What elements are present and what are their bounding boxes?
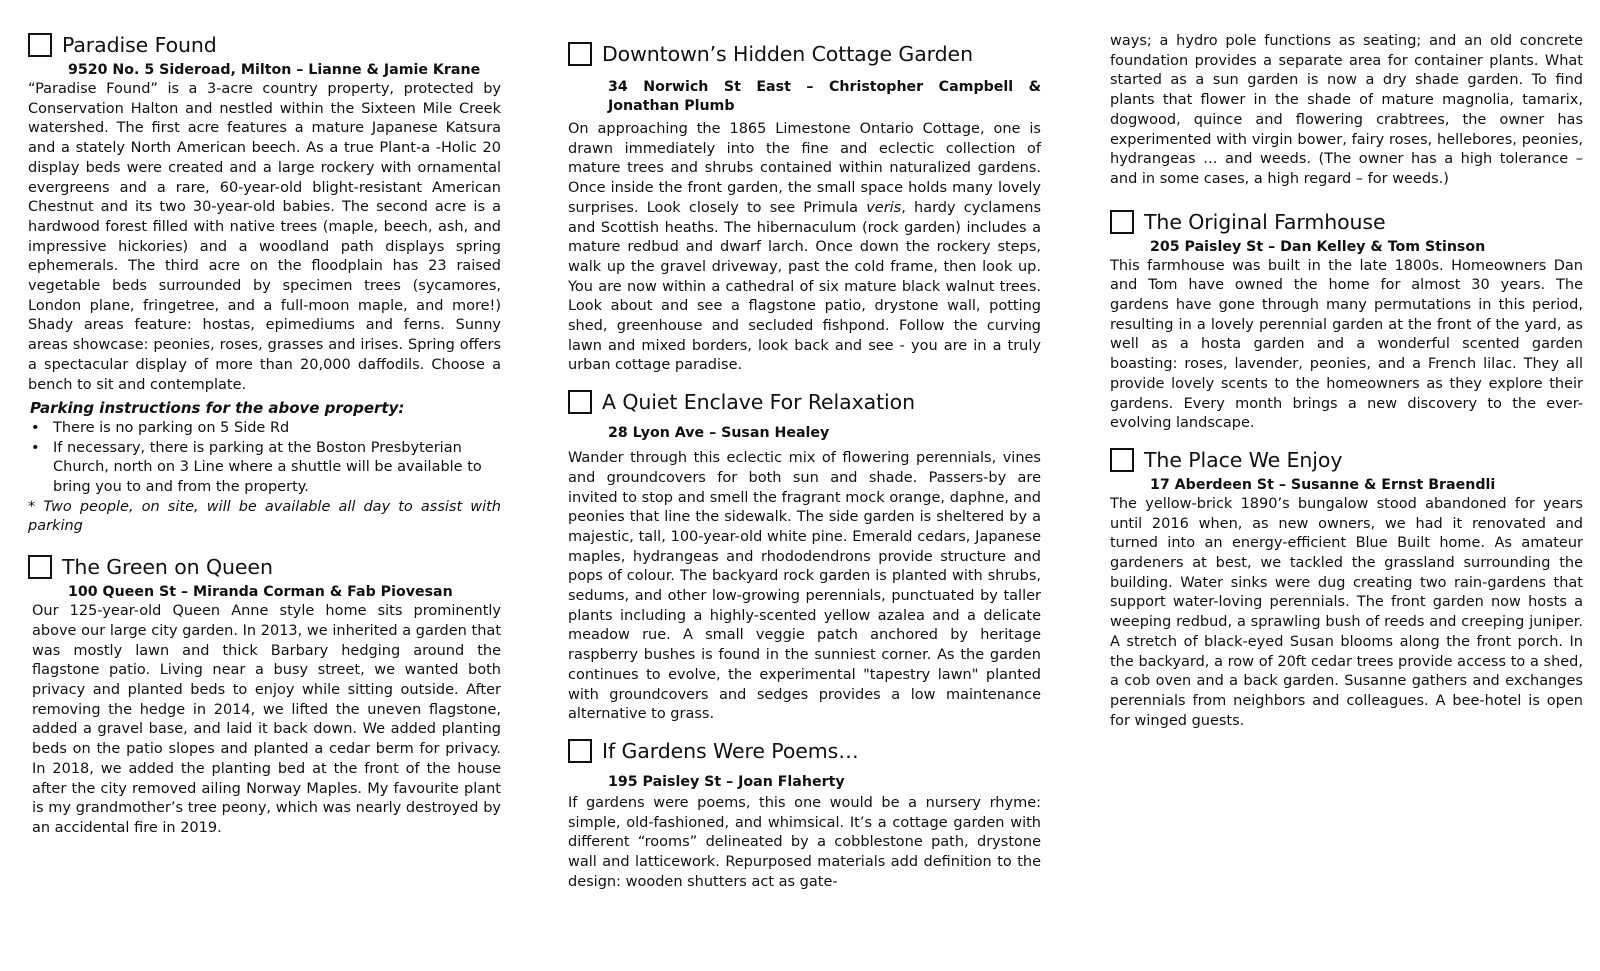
garden-title: Paradise Found [62, 33, 217, 57]
garden-address: 100 Queen St – Miranda Corman & Fab Piovesan [68, 584, 453, 601]
garden-original-farmhouse [1110, 210, 1583, 434]
garden-description [568, 120, 1041, 376]
garden-quiet-enclave [568, 390, 1041, 725]
garden-title: The Place We Enjoy [1144, 447, 1343, 472]
parking-note: * Two people, on site, will be available all day to assist with parking [28, 498, 501, 535]
garden-heading [28, 555, 501, 579]
desc-text: On approaching the 1865 Limestone Ontario Cottage, one is drawn immediately into the fine and eclectic collection of mature trees and shrubs contained within naturalized gardens. Once inside the front garden, the small space holds many lovely surprises. Look closely to see Primula [568, 121, 1041, 216]
garden-checkbox[interactable] [568, 42, 592, 66]
garden-title: The Green on Queen [62, 555, 273, 580]
column-left [28, 0, 501, 839]
garden-checkbox[interactable] [28, 555, 52, 579]
garden-address: 195 Paisley St – Joan Flaherty [608, 773, 845, 790]
garden-checkbox[interactable] [1110, 448, 1134, 472]
garden-description: The yellow-brick 1890’s bungalow stood abandoned for years until 2016 when, as new owners, we had it renovated and turned into an energy-efficient Blue Built home. As amateur gardeners at best, we tackled the grassland surrounding the building. Water sinks were dug creating two rain-gardens that support water-loving perennials. The front garden now hosts a weeping redbud, a sprawling bush of reeds and creeping juniper. A stretch of black-eyed Susan blooms along the front porch. In the backyard, a row of 20ft cedar trees provide access to a shed, a cob oven and a back garden. Susanne gathers and exchanges perennials from neighbors and colleagues. A bee-hotel is open for winged guests. [1110, 495, 1583, 729]
garden-description: “Paradise Found” is a 3-acre country property, protected by Conservation Halton and nestled within the Sixteen Mile Creek watershed. The first acre features a mature Japanese Katsura and a stately North American beech. As a true Plant-a -Holic 20 display beds were created and a large rockery with ornamental evergreens and a rare, 60-year-old blight-resistant American Chestnut and its two 30-year-old babies. The second acre is a hardwood forest filled with native trees (maple, beech, ash, and impressive hickories) and a woodland path displays spring ephemerals. The third acre on the floodplain has 23 raised vegetable beds surrounded by specimen trees (sycamores, London plane, fringetree, and a full-moon maple, and more!) Shady areas feature: hostas, epimediums and ferns. Sunny areas showcase: peonies, roses, grasses and irises. Spring offers a spectacular display of more than 20,000 daffodils. Choose a bench to sit and contemplate. [28, 81, 501, 393]
garden-address: 34 Norwich St East – Christopher Campbell & Jonathan Plumb [608, 79, 1041, 114]
garden-place-we-enjoy [1110, 448, 1583, 731]
garden-checkbox[interactable] [568, 739, 592, 763]
garden-heading [568, 739, 1041, 763]
garden-checkbox[interactable] [28, 33, 52, 57]
column-right [1110, 0, 1583, 731]
garden-downtown-hidden-cottage [568, 42, 1041, 376]
garden-description: If gardens were poems, this one would be a nursery rhyme: simple, old-fashioned, and whimsical. It’s a cottage garden with different “rooms” delineated by a cobblestone path, drystone wall and latticework. Repurposed materials add definition to the design: wooden shutters act as gate- [568, 794, 1041, 890]
garden-heading [1110, 448, 1583, 472]
parking-item: • There is no parking on 5 Side Rd [53, 419, 501, 439]
garden-checkbox[interactable] [1110, 210, 1134, 234]
garden-heading [568, 42, 1041, 66]
garden-heading [28, 33, 501, 57]
garden-paradise-found [28, 33, 501, 537]
garden-address: 17 Aberdeen St – Susanne & Ernst Braendli [1150, 476, 1496, 493]
garden-title: If Gardens Were Poems… [602, 738, 859, 763]
garden-description: Our 125-year-old Queen Anne style home sits prominently above our large city garden. In 2013, we inherited a garden that was mostly lawn and thick Barbary hedging around the flagstone patio. Living near a busy street, we wanted both privacy and planted beds to enjoy while sitting outside. After removing the hedge in 2014, we lifted the uneven flagstone, added a gravel base, and laid it back down. We added planting beds on the patio slopes and planted a cedar berm for privacy. In 2018, we added the planting bed at the front of the house after the city removed ailing Norway Maples. My favourite plant is my grandmother’s tree peony, which was nearly destroyed by an accidental fire in 2019. [32, 603, 501, 836]
garden-if-gardens-were-poems [568, 739, 1041, 893]
desc-italic: veris [866, 199, 902, 216]
garden-title: A Quiet Enclave For Relaxation [602, 390, 915, 415]
garden-description: This farmhouse was built in the late 1800s. Homeowners Dan and Tom have owned the home for almost 30 years. The gardens have gone through many permutations in this period, resulting in a lovely perennial garden at the front of the yard, as well as a hosta garden and a wonderful scented garden boasting: roses, lavender, peonies, and a French lilac. They all provide lovely scents to the homeowners as they explore their gardens. Every month brings a new discovery to the ever-evolving landscape. [1110, 257, 1583, 432]
garden-title: Downtown’s Hidden Cottage Garden [602, 42, 973, 66]
garden-heading [1110, 210, 1583, 234]
garden-address: 205 Paisley St – Dan Kelley & Tom Stinson [1150, 238, 1486, 255]
garden-checkbox[interactable] [568, 390, 592, 414]
parking-instructions-title: Parking instructions for the above property: [30, 399, 405, 418]
garden-description: Wander through this eclectic mix of flowering perennials, vines and groundcovers for both sun and shade. Passers-by are invited to stop and smell the fragrant mock orange, daphne, and peonies that line the sidewalk. The side garden is sheltered by a majestic, tall, 100-year-old white pine. Emerald cedars, Japanese maples, hydrangeas and rhododendrons provide structure and pops of colour. The backyard rock garden is planted with shrubs, sedums, and other low-growing perennials, punctuated by taller plants including a highly-scented yellow azalea and a delicate meadow rue. A small veggie patch anchored by heritage raspberry bushes is found in the sunniest corner. As the garden continues to evolve, the experimental "tapestry lawn" planted with groundcovers and sedges provides a low maintenance alternative to grass. [568, 450, 1041, 723]
garden-green-on-queen [28, 555, 501, 838]
garden-address: 9520 No. 5 Sideroad, Milton – Lianne & Jamie Krane [68, 62, 481, 78]
desc-text: , hardy cyclamens and Scottish heaths. The hibernaculum (rock garden) includes a mature redbud and dwarf larch. Once down the rockery steps, walk up the gravel driveway, past the cold frame, then look up. You are now within a cathedral of six mature black walnut trees. Look about and see a flagstone patio, drystone wall, potting shed, greenhouse and secluded fishpond. Follow the curving lawn and mixed borders, look back and see - you are in a truly urban cottage paradise. [568, 199, 1041, 374]
garden-address: 28 Lyon Ave – Susan Healey [608, 425, 830, 442]
garden-title: The Original Farmhouse [1144, 209, 1386, 234]
parking-item: • If necessary, there is parking at the Boston Presbyterian Church, north on 3 Line where a shuttle will be available to bring you to and from the property. [53, 439, 501, 498]
garden-heading [568, 390, 1041, 414]
parking-list [28, 419, 501, 498]
column-middle [568, 0, 1041, 893]
garden-description-continuation: ways; a hydro pole functions as seating; and an old concrete foundation provides a separate area for container plants. What started as a sun garden is now a dry shade garden. To find plants that flower in the shade of mature magnolia, tamarix, dogwood, quince and flowering crabtrees, the owner has experimented with virgin bower, fairy roses, hellebores, peonies, hydrangeas … and weeds. (The owner has a high tolerance – and in some cases, a high regard – for weeds.) [1110, 33, 1583, 187]
